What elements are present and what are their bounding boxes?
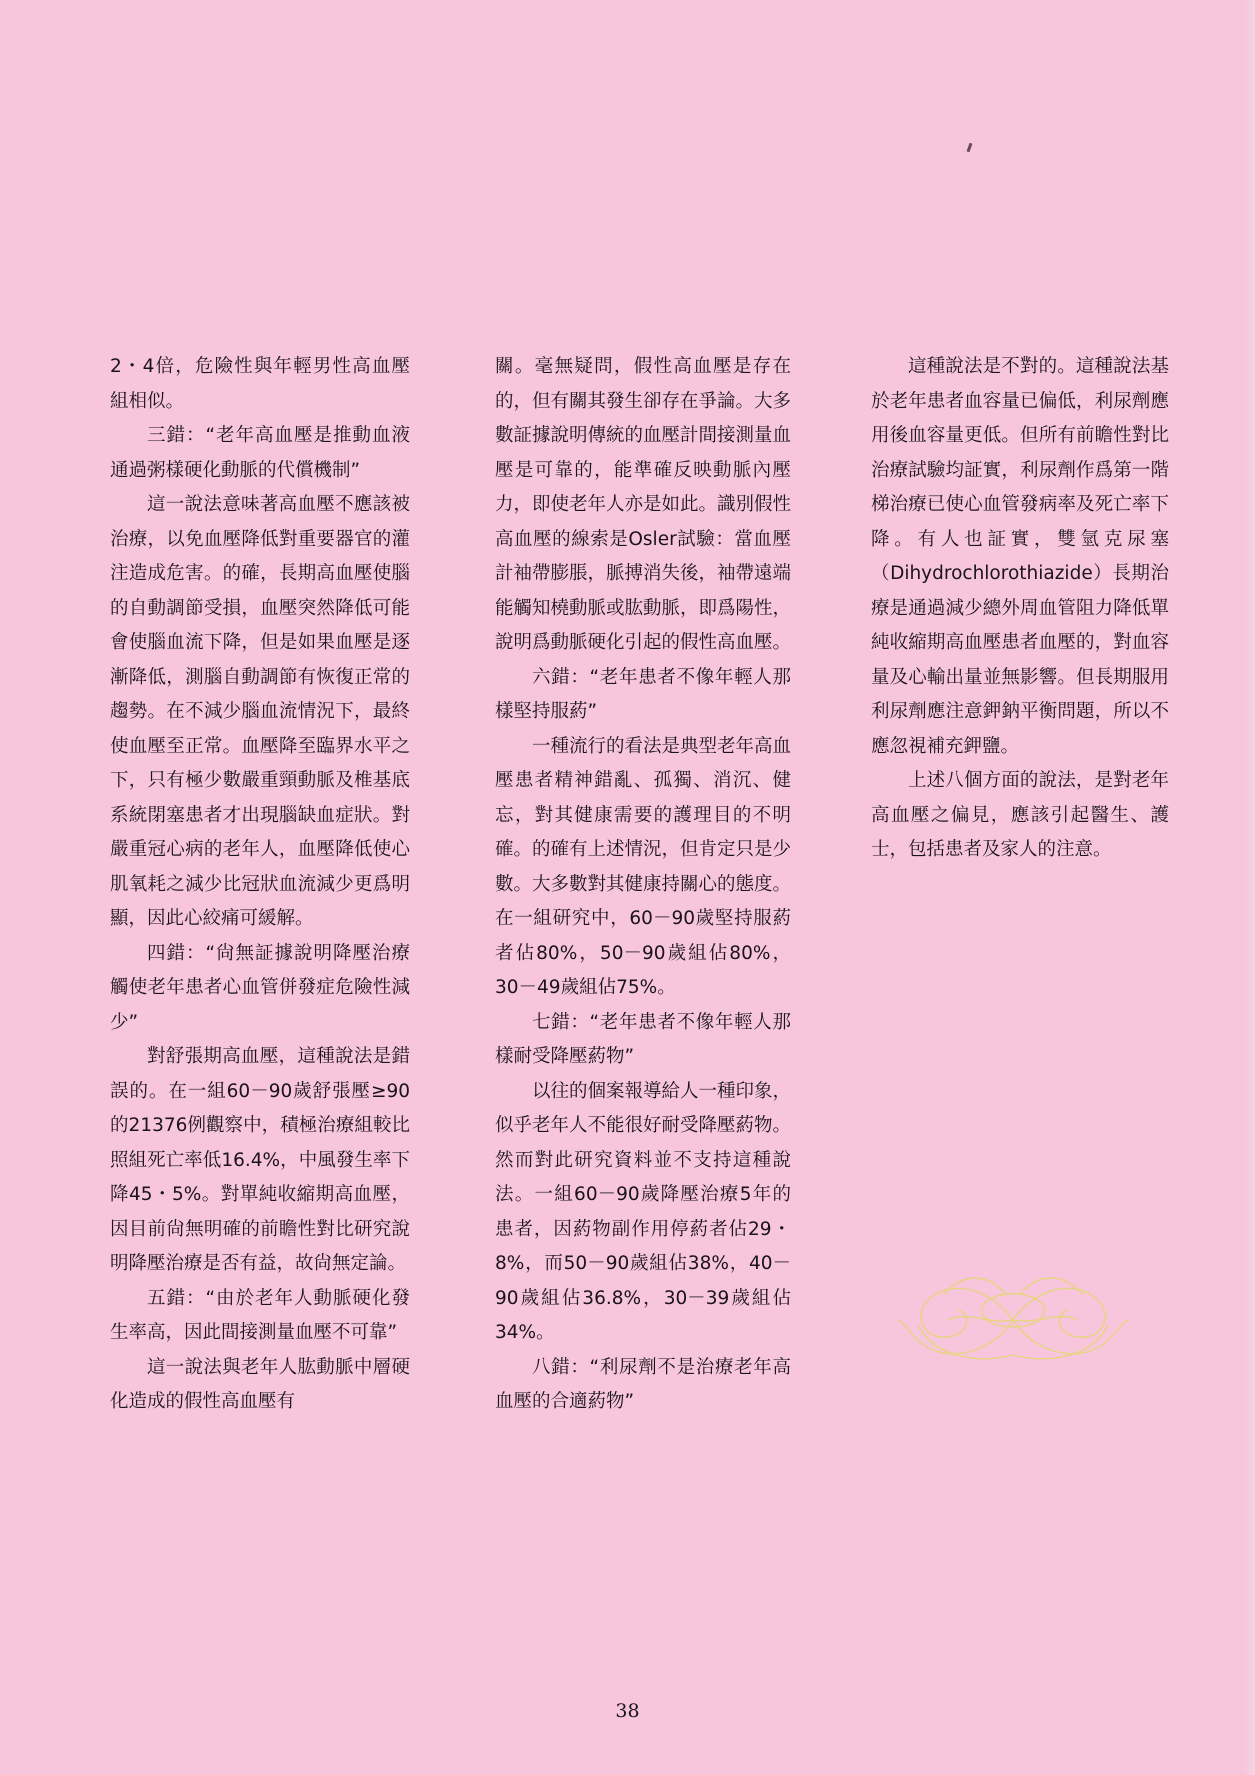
- paragraph: 2・4倍，危險性與年輕男性高血壓組相似。: [110, 356, 410, 412]
- paragraph: 對舒張期高血壓，這種說法是錯誤的。在一組60－90歲舒張壓≥90的21376例觀察中，積極治療組較比照組死亡率低16.4%，中風發生率下降45・5%。對單純收縮期高血壓，因目前尙無明確的前瞻性對比研究說明降壓治療是否有益，故尙無定論。: [110, 1046, 410, 1274]
- section-heading-8: 八錯：“利尿劑不是治療老年高血壓的合適葯物”: [495, 1356, 791, 1412]
- paragraph: 這一說法意味著高血壓不應該被治療，以免血壓降低對重要器官的灌注造成危害。的確，長期高血壓使腦的自動調節受損，血壓突然降低可能會使腦血流下降，但是如果血壓是逐漸降低，測腦自動調節有恢復正常的趨勢。在不減少腦血流情況下，最終使血壓至正常。血壓降至臨界水平之下，只有極少數嚴重頸動脈及椎基底系統閉塞患者才出現腦缺血症狀。對嚴重冠心病的老年人，血壓降低使心肌氧耗之減少比冠狀血流減少更爲明顯，因此心絞痛可緩解。: [110, 494, 410, 929]
- paragraph: 上述八個方面的說法，是對老年高血壓之偏見，應該引起醫生、護士，包括患者及家人的注意。: [871, 770, 1169, 860]
- paragraph: 一種流行的看法是典型老年高血壓患者精神錯亂、孤獨、消沉、健忘，對其健康需要的護理目的不明確。的確有上述情況，但肯定只是少數。大多數對其健康持關心的態度。在一組研究中，60－90歲堅持服葯者佔80%，50－90歲組佔80%，30－49歲組佔75%。: [495, 735, 792, 998]
- section-heading-7: 七錯：“老年患者不像年輕人那樣耐受降壓葯物”: [495, 1011, 791, 1067]
- section-heading-6: 六錯：“老年患者不像年輕人那樣堅持服葯”: [495, 666, 791, 722]
- decorative-flourish-icon: [888, 1265, 1138, 1375]
- ink-speck: [967, 143, 973, 152]
- section-heading-3: 三錯：“老年高血壓是推動血液通過粥樣硬化動脈的代償機制”: [110, 425, 410, 481]
- paragraph: 關。毫無疑問，假性高血壓是存在的，但有關其發生卻存在爭論。大多數証據說明傳統的血壓計間接測量血壓是可靠的，能準確反映動脈內壓力，即使老年人亦是如此。識別假性高血壓的線索是Osler試驗：當血壓計袖帶膨脹，脈搏消失後，袖帶遠端能觸知橈動脈或肱動脈，即爲陽性，說明爲動脈硬化引起的假性高血壓。: [495, 356, 792, 653]
- section-heading-5: 五錯：“由於老年人動脈硬化發生率高，因此間接測量血壓不可靠”: [110, 1287, 410, 1343]
- paragraph: 這種說法是不對的。這種說法基於老年患者血容量已偏低，利尿劑應用後血容量更低。但所有前瞻性對比治療試驗均証實，利尿劑作爲第一階梯治療已使心血管發病率及死亡率下降。有人也証實，雙氫克尿塞（Dihydrochlorothiazide）長期治療是通過減少總外周血管阻力降低單純收縮期高血壓患者血壓的，對血容量及心輸出量並無影響。但長期服用利尿劑應注意鉀鈉平衡問題，所以不應忽視補充鉀鹽。: [871, 356, 1169, 757]
- section-heading-4: 四錯：“尙無証據說明降壓治療觸使老年患者心血管併發症危險性減少”: [110, 942, 410, 1033]
- text-column-2: [495, 350, 791, 1420]
- page-number: 38: [615, 1700, 640, 1722]
- text-column-3: [871, 350, 1169, 868]
- text-column-1: [110, 350, 410, 1420]
- page-edge: [1245, 0, 1255, 1775]
- paragraph: 以往的個案報導給人一種印象，似乎老年人不能很好耐受降壓葯物。然而對此研究資料並不支持這種說法。一組60－90歲降壓治療5年的患者，因葯物副作用停葯者佔29・8%，而50－90歲組佔38%，40－90歲組佔36.8%，30－39歲組佔34%。: [495, 1080, 792, 1343]
- paragraph: 這一說法與老年人肱動脈中層硬化造成的假性高血壓有: [110, 1356, 410, 1412]
